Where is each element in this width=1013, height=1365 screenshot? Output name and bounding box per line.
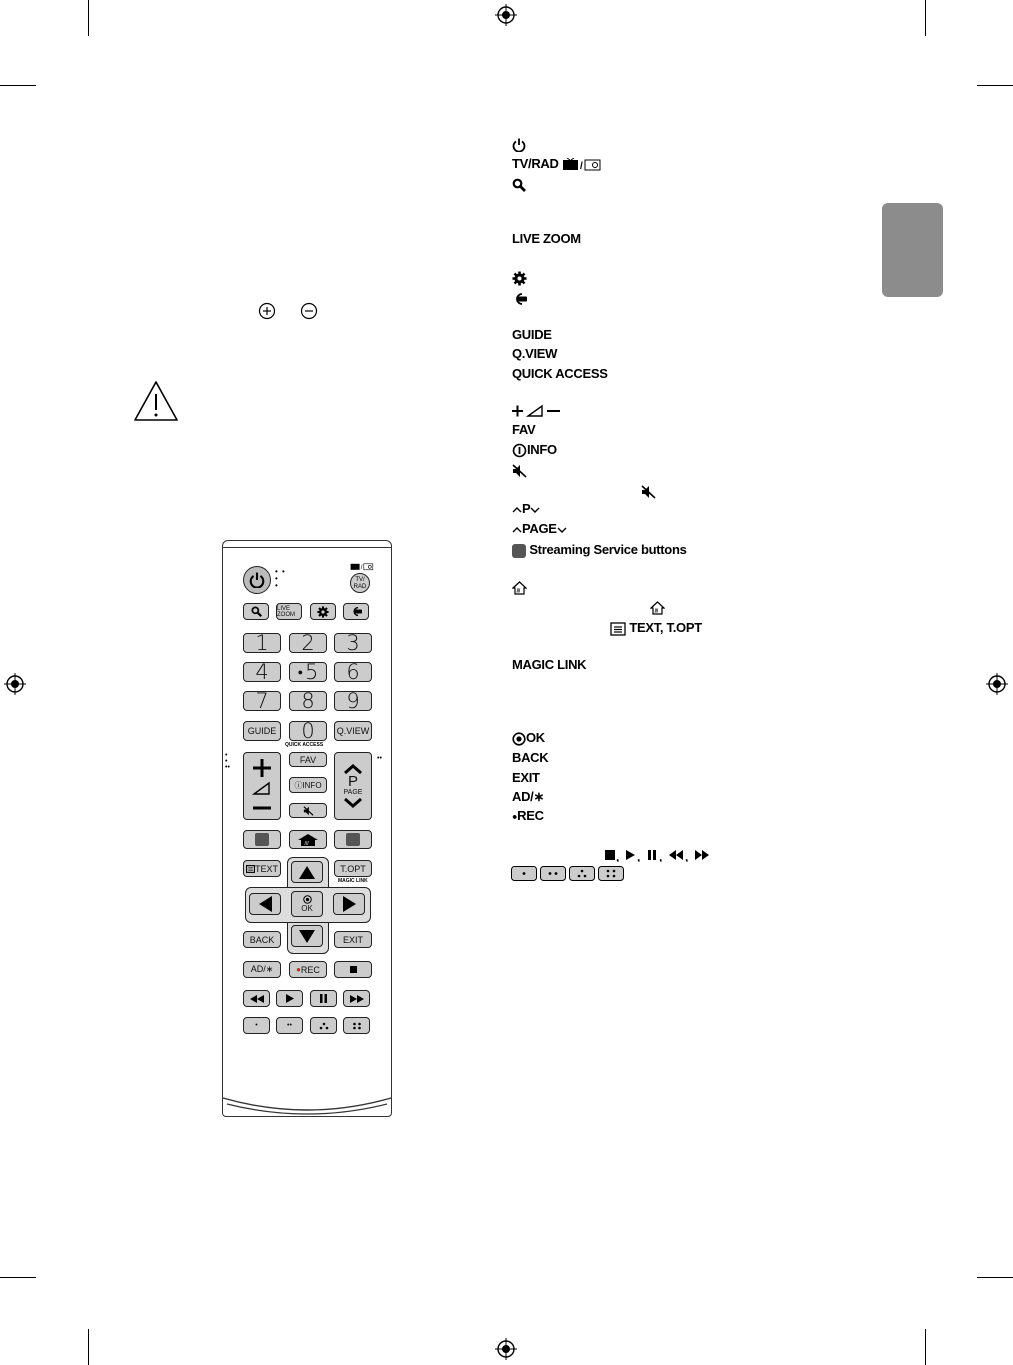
chevron-up-icon [512,525,522,535]
nav-down-button[interactable] [291,925,323,947]
arrow-down-icon [299,930,315,943]
remote-top-edge [223,547,391,548]
ad-button[interactable]: AD/∗ [243,961,281,978]
crop-mark [88,0,89,36]
guide-label: GUIDE [512,327,552,342]
braille-dots: • • •• [225,752,230,771]
number-button-3[interactable]: 3 [334,633,372,653]
svg-text:,: , [616,849,620,862]
number-button-8[interactable]: 8 [289,691,327,711]
dot-icon: •• [287,1022,292,1029]
page-text: PAGE [522,521,557,536]
search-icon [251,606,262,617]
number-button-5[interactable] [289,662,327,682]
rec-label [512,808,544,825]
chevron-down-icon [557,525,567,535]
crop-mark [977,1277,1013,1278]
text-icon [246,865,255,873]
braille-dots: •• [377,755,382,762]
streaming-button-right[interactable] [334,830,372,849]
streaming-button-icon [346,833,360,846]
arrow-right-icon [343,896,356,912]
back-label: BACK [512,750,549,765]
settings-label [512,270,527,286]
power-button[interactable] [243,566,271,594]
number-button-6[interactable]: 6 [334,662,372,682]
stop-button[interactable] [334,961,372,978]
ad-label: AD/∗ [512,789,545,804]
tactile-dot: ● [297,667,304,678]
number-button-4[interactable]: 4 [243,662,281,682]
rewind-button[interactable] [243,990,270,1007]
power-label [512,136,526,152]
pause-button[interactable] [310,990,337,1007]
page-rocker[interactable] [334,752,372,820]
info-icon [512,443,527,458]
chevron-down-icon [342,797,364,809]
back-button[interactable]: BACK [243,931,281,948]
tv-rad-label [512,156,602,172]
info-button[interactable]: ⓘINFO [289,777,327,793]
volume-label [512,402,562,418]
dot-buttons-icon [511,866,625,881]
live-zoom-label: LIVE ZOOM [512,231,581,246]
registration-mark-icon [986,673,1008,695]
playback-icons [604,848,714,862]
ok-label [512,730,545,746]
crop-mark [0,85,36,86]
search-button[interactable] [243,603,269,620]
home-icon [650,601,665,615]
rec-text: REC [517,808,544,823]
number-button-2[interactable]: 2 [289,633,327,653]
dot-button-4[interactable] [343,1017,370,1034]
tv-rad-text: TV/RAD [512,156,559,171]
nav-left-button[interactable] [249,893,281,915]
mute-icon [512,464,527,478]
ok-wheel-icon [303,895,312,904]
svg-text:,: , [685,849,689,862]
qview-button[interactable]: Q.VIEW [334,721,372,741]
ok-button[interactable] [291,891,323,917]
dot-icon: • [255,1022,258,1029]
number-button-9[interactable]: 9 [334,691,372,711]
mute-icon [641,485,656,499]
quick-access-caption: QUICK ACCESS [285,742,324,748]
home-icon [512,581,527,595]
chevron-down-icon [530,505,540,515]
info-text: INFO [527,442,557,457]
dot-button-2[interactable] [276,1017,303,1034]
text-icon [610,622,626,636]
zoom-out-icon [300,302,318,320]
arrow-up-icon [299,866,315,879]
program-label [512,501,540,517]
magic-link-caption: MAGIC LINK [338,878,368,884]
crop-mark [88,1329,89,1365]
playback-label [604,846,714,862]
color-dot-buttons [511,866,625,886]
registration-mark-icon [495,4,517,26]
fav-button[interactable]: FAV [289,752,327,767]
qview-label: Q.VIEW [512,346,558,361]
input-icon [350,606,363,617]
p-button-label: P [347,773,358,790]
chevron-up-icon [512,505,522,515]
rec-button[interactable] [289,961,327,978]
home-button[interactable] [289,830,327,849]
ok-button-label: OK [301,904,313,913]
svg-text:,: , [637,849,641,862]
page-button-label: PAGE [343,789,363,796]
quick-access-label: QUICK ACCESS [512,366,608,381]
rec-button-label: REC [300,964,320,975]
live-zoom-button[interactable]: LIVE ZOOM [276,603,302,620]
rewind-icon [250,995,264,1003]
svg-text:/: / [579,161,583,172]
mute-label [512,462,527,478]
dot-icon [352,1022,362,1030]
mute-inline [641,483,656,499]
input-button[interactable] [343,603,369,620]
streaming-text: Streaming Service buttons [529,542,687,557]
gear-icon [317,606,329,618]
streaming-button-icon [255,833,269,846]
rec-dot-icon: ● [296,965,301,974]
exit-label: EXIT [512,770,540,785]
crop-mark [925,0,926,36]
fav-label: FAV [512,422,536,437]
text-button[interactable] [243,860,281,877]
input-icon [512,292,528,306]
crop-mark [977,85,1013,86]
crop-mark [925,1329,926,1365]
remote-control [222,540,392,1117]
tv-radio-icon [350,562,374,571]
rec-dot-icon: ● [512,811,518,822]
text-topt-text: TEXT, T.OPT [629,620,702,635]
dot-button-1[interactable] [243,1017,270,1034]
registration-mark-icon [495,1338,517,1360]
remote-bottom-curve [221,1096,393,1118]
info-label [512,442,557,458]
nav-right-button[interactable] [333,893,365,915]
exit-button[interactable]: EXIT [334,931,372,948]
home-inline [650,599,665,615]
play-button[interactable] [276,990,303,1007]
fast-forward-button[interactable] [343,990,370,1007]
number-button-0[interactable]: 0 [289,721,327,741]
guide-button[interactable]: GUIDE [243,721,281,741]
streaming-button-icon [512,544,526,558]
mute-button[interactable] [289,803,327,818]
tv-radio-icon [562,158,602,171]
p-text: P [522,501,531,516]
svg-text:/: / [360,565,363,571]
volume-rocker[interactable] [243,752,281,820]
mute-icon [303,806,314,816]
svg-text:///: /// [304,840,309,847]
language-tab [882,203,943,297]
number-button-7[interactable]: 7 [243,691,281,711]
crop-mark [0,1277,36,1278]
arrow-left-icon [259,896,272,912]
play-icon [286,994,294,1003]
input-label [512,290,528,306]
ok-wheel-icon [512,732,526,746]
warning-icon [133,379,179,423]
tv-rad-button-label: TV/ RAD [353,577,367,590]
volume-icon [250,756,274,816]
stop-icon [350,966,357,973]
search-label [512,176,526,192]
home-icon [297,833,319,847]
magic-link-label: MAGIC LINK [512,657,587,672]
text-topt-label [610,620,702,636]
home-label [512,579,527,595]
page-label [512,521,567,537]
dot-icon [319,1022,329,1030]
number-5-label: 5 [305,660,319,684]
registration-mark-icon [4,673,26,695]
svg-text:///: /// [654,608,658,615]
tv-rad-button[interactable] [350,573,370,593]
dot-button-3[interactable] [310,1017,337,1034]
streaming-button-left[interactable] [243,830,281,849]
text-button-label: TEXT [254,863,278,874]
number-button-1[interactable]: 1 [243,633,281,653]
streaming-label [512,542,687,558]
topt-button[interactable]: T.OPT [334,860,372,877]
braille-dots: • • • • [275,567,286,590]
search-icon [512,178,526,192]
nav-up-button[interactable] [291,861,323,883]
zoom-in-icon [258,302,276,320]
svg-text:,: , [659,849,663,862]
svg-text:///: /// [516,588,520,595]
ok-text: OK [526,730,545,745]
power-icon [249,572,265,588]
gear-icon [512,271,527,286]
fast-forward-icon [350,995,364,1003]
settings-button[interactable] [310,603,336,620]
volume-icon [512,404,562,418]
pause-icon [320,994,327,1003]
power-icon [512,138,526,152]
